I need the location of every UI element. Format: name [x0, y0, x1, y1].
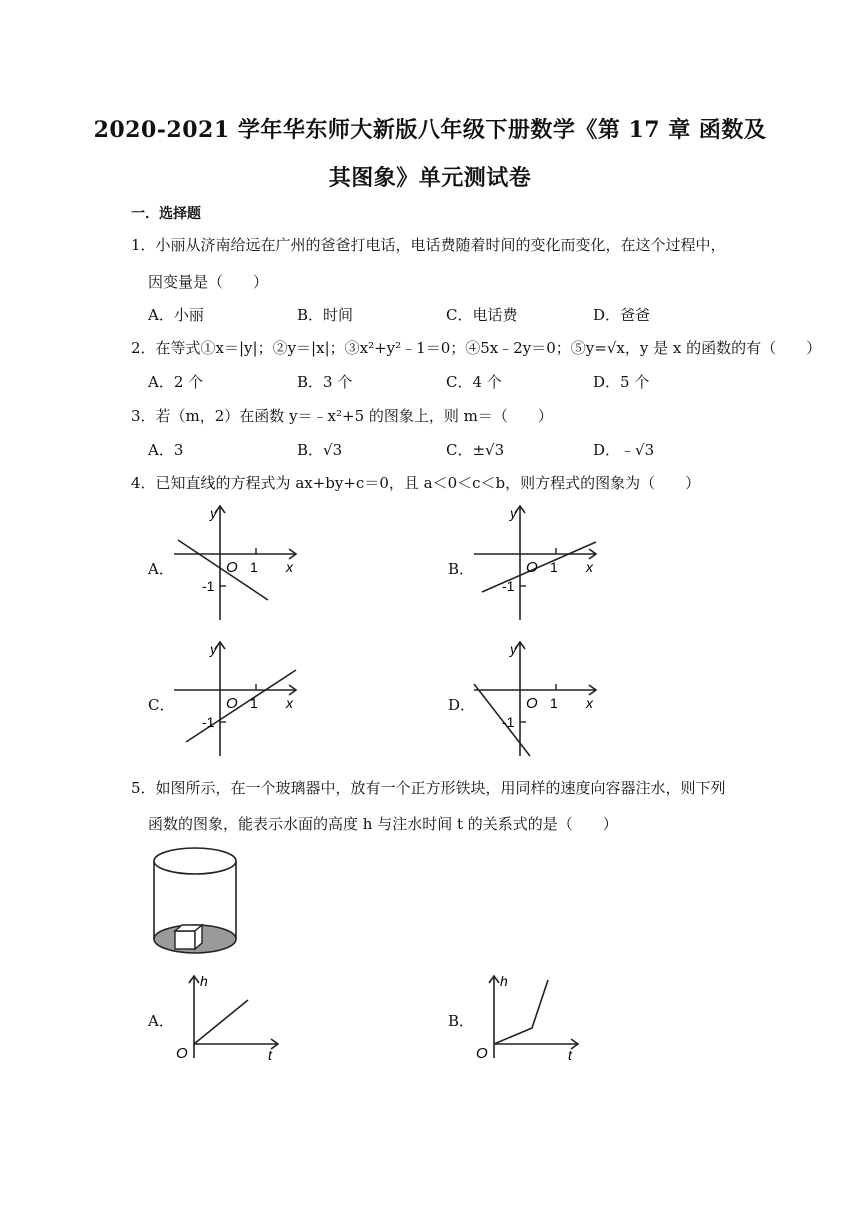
origin-label: O [476, 1045, 488, 1062]
axis-t-label: t [568, 1047, 572, 1062]
q5-graph-a [172, 970, 284, 1062]
axis-x-label: x [286, 559, 293, 575]
q4-stem: 4．已知直线的方程式为 ax+by+c＝0，且 a＜0＜c＜b，则方程式的图象为（ ） [131, 474, 701, 492]
q3-stem: 3．若（m，2）在函数 y＝﹣x²+5 的图象上，则 m＝（ ） [131, 407, 553, 425]
axis-y-label: y [510, 505, 517, 521]
axis-h-label: h [500, 973, 508, 989]
q3-option-d: D．﹣√3 [593, 441, 655, 459]
origin-label: O [526, 559, 538, 576]
q3-option-b: B．√3 [297, 441, 343, 459]
q2-stem: 2．在等式①x＝|y|；②y＝|x|；③x²+y²﹣1＝0；④5x﹣2y＝0；⑤y=√x，y 是 x 的函数的有（ ） [131, 339, 822, 357]
origin-label: O [226, 559, 238, 576]
section-heading: 一．选择题 [131, 206, 201, 222]
q2-option-b: B．3 个 [297, 373, 353, 391]
q1-stem-line-1: 1．小丽从济南给远在广州的爸爸打电话，电话费随着时间的变化而变化，在这个过程中， [131, 236, 726, 254]
origin-label: O [226, 695, 238, 712]
tick-one-label: 1 [550, 559, 558, 575]
glass-container-figure [145, 843, 245, 961]
axis-x-label: x [286, 695, 293, 711]
tick-one-label: 1 [250, 695, 258, 711]
q4-graph-a [172, 502, 300, 622]
water-height-line [494, 980, 548, 1044]
q4-option-d-label: D． [448, 696, 476, 714]
axis-h-label: h [200, 973, 208, 989]
q5-option-b-label: B． [448, 1012, 475, 1030]
water-height-line [194, 1000, 248, 1044]
origin-label: O [526, 695, 538, 712]
q4-graph-c [172, 638, 300, 758]
q3-option-a: A．3 [148, 441, 184, 459]
q1-option-b: B．时间 [297, 306, 354, 324]
q4-option-a-label: A． [148, 560, 174, 578]
axis-t-label: t [268, 1047, 272, 1062]
q4-option-c-label: C． [148, 696, 175, 714]
axis-x-label: x [586, 695, 593, 711]
q4-option-b-label: B． [448, 560, 475, 578]
axis-y-label: y [510, 641, 517, 657]
tick-neg-one-label: -1 [202, 578, 215, 594]
container-top [154, 848, 236, 874]
axis-y-label: y [210, 505, 217, 521]
tick-neg-one-label: -1 [502, 714, 515, 730]
axis-y-label: y [210, 641, 217, 657]
q2-option-d: D．5 个 [593, 373, 650, 391]
iron-cube [175, 925, 202, 949]
title-line-2: 其图象》单元测试卷 [328, 165, 532, 191]
q3-option-c: C．±√3 [446, 441, 505, 459]
q5-option-a-label: A． [148, 1012, 174, 1030]
tick-neg-one-label: -1 [502, 578, 515, 594]
q1-stem-line-2: 因变量是（ ） [148, 273, 269, 291]
line-graph [186, 670, 296, 742]
origin-label: O [176, 1045, 188, 1062]
q5-graph-b [472, 970, 584, 1062]
line-graph [482, 542, 596, 592]
q2-option-c: C．4 个 [446, 373, 502, 391]
tick-one-label: 1 [550, 695, 558, 711]
q4-graph-d [472, 638, 600, 758]
q1-option-d: D．爸爸 [593, 306, 651, 324]
q1-option-c: C．电话费 [446, 306, 518, 324]
q4-graph-b [472, 502, 600, 622]
tick-one-label: 1 [250, 559, 258, 575]
axis-x-label: x [586, 559, 593, 575]
q5-stem-line-2: 函数的图象，能表示水面的高度 h 与注水时间 t 的关系式的是（ ） [148, 815, 618, 833]
q5-stem-line-1: 5．如图所示，在一个玻璃器中，放有一个正方形铁块，用同样的速度向容器注水，则下列 [131, 779, 726, 797]
q1-option-a: A．小丽 [148, 306, 204, 324]
title-line-1: 2020-2021 学年华东师大新版八年级下册数学《第 17 章 函数及 [93, 117, 767, 143]
tick-neg-one-label: -1 [202, 714, 215, 730]
q2-option-a: A．2 个 [148, 373, 204, 391]
